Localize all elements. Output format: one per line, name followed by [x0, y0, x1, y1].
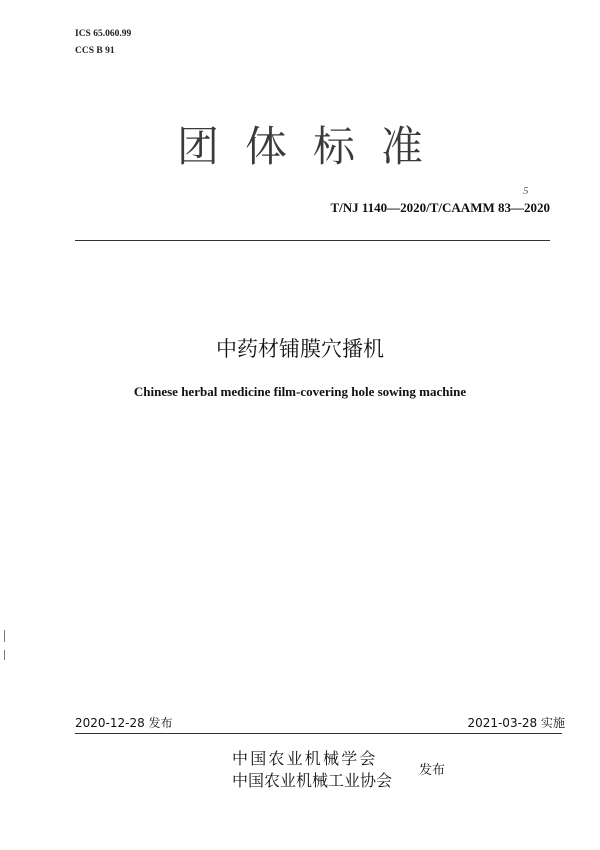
ccs-code: CCS B 91	[75, 46, 115, 56]
ics-code: ICS 65.060.99	[75, 29, 132, 39]
scan-artifact	[4, 650, 5, 660]
publish-label: 发布	[419, 763, 446, 778]
implementation-date: 2021-03-28 实施	[467, 716, 565, 730]
issue-date: 2020-12-28 发布	[75, 716, 173, 730]
bottom-divider	[75, 733, 562, 734]
title-chinese: 中药材铺膜穴播机	[216, 337, 384, 361]
standard-number: T/NJ 1140—2020/T/CAAMM 83—2020	[330, 200, 550, 215]
handwritten-mark: 5	[523, 185, 529, 197]
scan-artifact	[4, 630, 5, 642]
publisher-1: 中国农业机械学会	[232, 749, 378, 768]
publisher-2: 中国农业机械工业协会	[232, 771, 393, 790]
title-english: Chinese herbal medicine film-covering hole sowing machine	[133, 384, 467, 399]
main-title: 团体标准	[176, 122, 449, 171]
top-divider	[75, 240, 550, 241]
